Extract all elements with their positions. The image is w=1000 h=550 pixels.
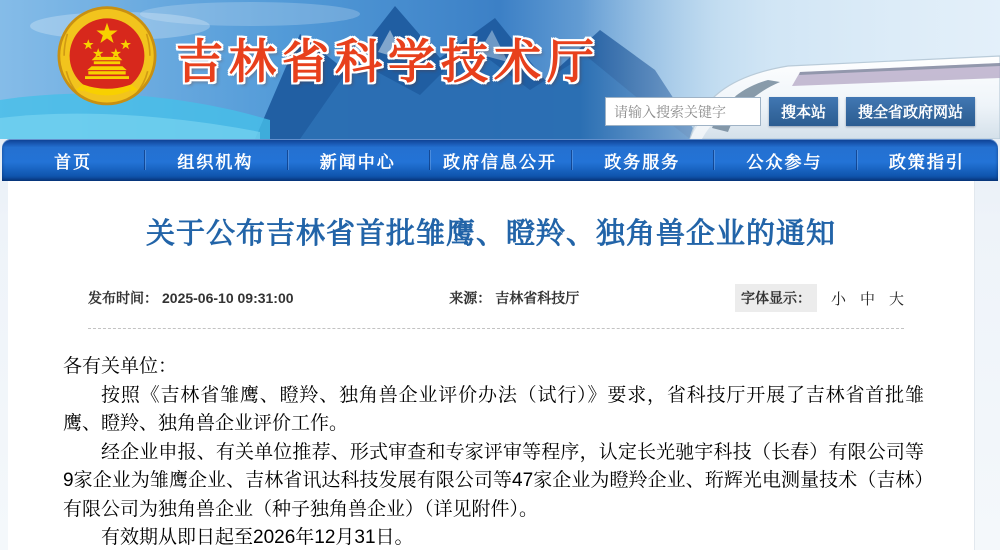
font-size-label: 字体显示： — [735, 284, 817, 312]
font-size-large-button[interactable]: 大 — [888, 290, 904, 308]
site-brand — [52, 2, 600, 114]
nav-item-public-participation[interactable]: 公众参与 — [713, 139, 855, 181]
search-gov-sites-button[interactable]: 搜全省政府网站 — [846, 97, 975, 126]
nav-item-organization[interactable]: 组织机构 — [144, 139, 286, 181]
site-header — [0, 0, 1000, 139]
article-paragraph-3: 有效期从即日起至2026年12月31日。 — [101, 527, 414, 548]
search-bar — [605, 97, 975, 126]
national-emblem-icon — [52, 3, 162, 113]
source-label: 来源： — [449, 290, 492, 306]
article-panel — [8, 181, 975, 550]
search-site-button[interactable]: 搜本站 — [769, 97, 838, 126]
article-paragraph-1: 按照《吉林省雏鹰、瞪羚、独角兽企业评价办法（试行）》要求，省科技厅开展了吉林省首批雏鹰、瞪羚、独角兽企业评价工作。 — [63, 384, 924, 434]
article-paragraph-2: 经企业申报、有关单位推荐、形式审查和专家评审等程序，认定长光驰宇科技（长春）有限公司等9家企业为雏鹰企业、吉林省讯达科技发展有限公司等47家企业为瞪羚企业、珩辉光电测量技术（吉林）有限公司为独角兽企业（种子独角兽企业）（详见附件）。 — [63, 441, 924, 520]
site-title: 吉林省科学技术厅 — [176, 34, 600, 88]
font-size-small-button[interactable]: 小 — [830, 290, 846, 308]
nav-item-news[interactable]: 新闻中心 — [287, 139, 429, 181]
article-source — [449, 288, 579, 308]
publish-time — [88, 288, 294, 308]
article-meta — [88, 284, 904, 329]
nav-item-gov-services[interactable]: 政务服务 — [571, 139, 713, 181]
main-nav — [2, 139, 998, 181]
publish-time-value: 2025-06-10 09:31:00 — [162, 290, 294, 306]
search-input[interactable] — [605, 97, 761, 126]
nav-item-home[interactable]: 首页 — [54, 152, 93, 172]
font-size-medium-button[interactable]: 中 — [859, 290, 875, 308]
article-paragraph-salutation: 各有关单位： — [63, 356, 178, 377]
font-size-control — [735, 284, 904, 312]
nav-item-policy-guide[interactable]: 政策指引 — [856, 139, 998, 181]
source-value: 吉林省科技厅 — [495, 290, 580, 306]
publish-time-label: 发布时间： — [88, 290, 158, 306]
nav-item-gov-info-disclosure[interactable]: 政府信息公开 — [429, 139, 571, 181]
article-body — [63, 353, 924, 550]
article-title: 关于公布吉林省首批雏鹰、瞪羚、独角兽企业的通知 — [145, 218, 836, 250]
content-area — [0, 181, 1000, 550]
